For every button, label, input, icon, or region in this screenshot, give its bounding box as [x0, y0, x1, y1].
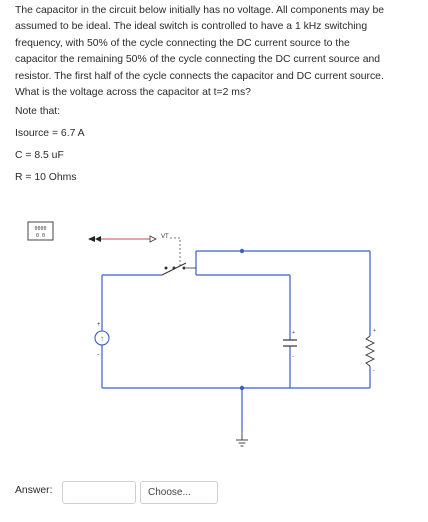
answer-input[interactable]: [62, 481, 136, 504]
clock-block: [28, 222, 53, 240]
question-line: What is the voltage across the capacitor at t=2 ms?: [15, 87, 251, 99]
switch-symbol: [162, 263, 196, 275]
ground-symbol: [236, 430, 248, 446]
question-line: frequency, with 50% of the cycle connecting the DC current source to the: [15, 37, 350, 49]
note-heading: Note that:: [15, 106, 61, 117]
source-plus: +: [97, 322, 101, 328]
resistor-minus: -: [373, 368, 375, 374]
circuit-wires: [102, 251, 370, 430]
junction-dots: [240, 249, 244, 390]
clock-sub: 0 0: [35, 233, 46, 239]
source-minus: -: [97, 352, 99, 358]
question-line: capacitor the remaining 50% of the cycle connecting the DC current source and: [15, 54, 381, 66]
current-source-arrow: ↑: [100, 334, 104, 343]
question-line: resistor. The first half of the cycle connects the capacitor and DC current source.: [15, 70, 384, 82]
resistor-symbol: [366, 328, 376, 374]
control-signal: [88, 234, 180, 268]
control-label: VT: [161, 234, 169, 240]
capacitor-minus: -: [292, 354, 294, 360]
isource-value: Isource = 6.7 A: [15, 128, 85, 139]
question-line: The capacitor in the circuit below initially has no voltage. All components may be: [15, 5, 385, 16]
capacitance-value: C = 8.5 uF: [15, 150, 64, 161]
resistance-value: R = 10 Ohms: [15, 172, 77, 183]
question-line: assumed to be ideal. The ideal switch is controlled to have a 1 kHz switching: [15, 21, 368, 33]
capacitor-plus: +: [292, 330, 295, 336]
resistor-plus: +: [373, 328, 376, 334]
clock-digits: 0000: [34, 226, 47, 232]
answer-label: Answer:: [15, 485, 53, 496]
unit-select[interactable]: Choose...: [140, 481, 218, 504]
